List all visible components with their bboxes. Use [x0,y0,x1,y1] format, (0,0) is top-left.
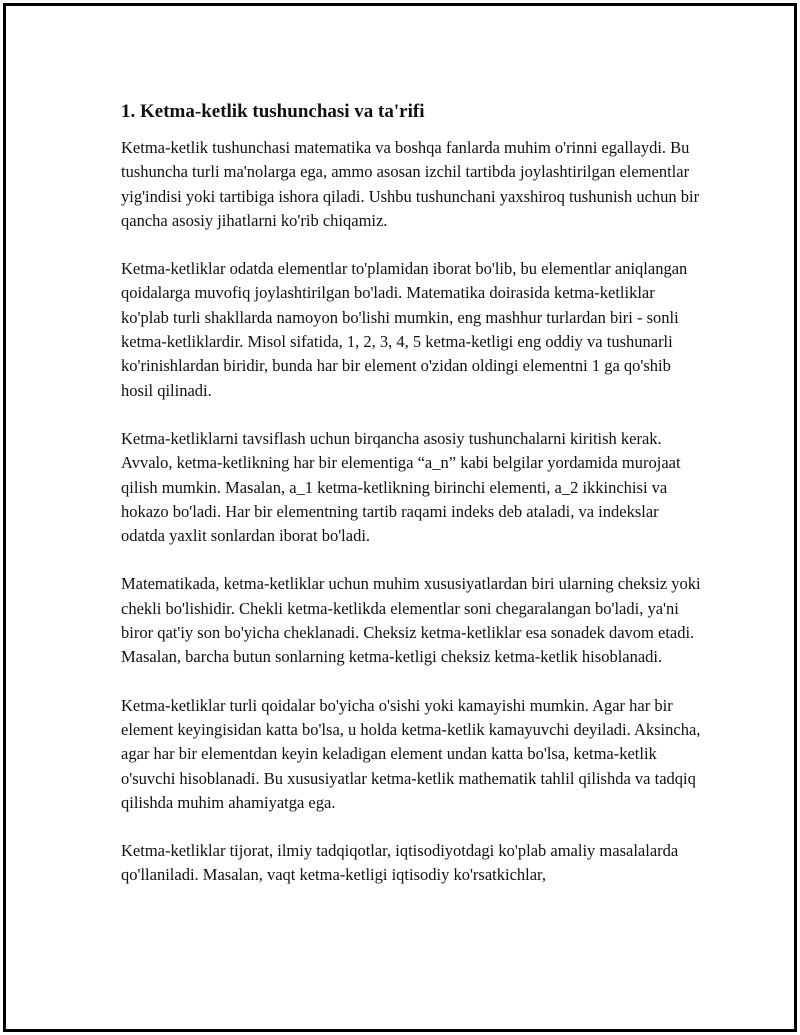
paragraph-4: Matematikada, ketma-ketliklar uchun muhim xususiyatlardan biri ularning cheksiz yoki chekli bo'lishidir. Chekli ketma-ketlikda elementlar soni chegaralangan bo'ladi, ya'ni biror qat'iy son bo'yicha cheklanadi. Cheksiz ketma-ketliklar esa sonadek davom etadi. Masalan, barcha butun sonlarning ketma-ketligi cheksiz ketma-ketlik hisoblanadi. [121,574,701,667]
document-body [121,98,701,912]
paragraph-1: Ketma-ketlik tushunchasi matematika va boshqa fanlarda muhim o'rinni egallaydi. Bu tushuncha turli ma'nolarga ega, ammo asosan izchil tartibda joylashtirilgan elementlar yig'indisi yoki tartibiga ishora qiladi. Ushbu tushunchani yaxshiroq tushunish uchun bir qancha asosiy jihatlarni ko'rib chiqamiz. [121,138,700,230]
page-frame [3,3,797,1032]
paragraph-3: Ketma-ketliklarni tavsiflash uchun birqancha asosiy tushunchalarni kiritish kerak. Avvalo, ketma-ketlikning har bir elementiga “a_n” kabi belgilar yordamida murojaat qilish mumkin. Masalan, a_1 ketma-ketlikning birinchi elementi, a_2 ikkinchisi va hokazo bo'ladi. Har bir elementning tartib raqami indeks deb ataladi, va indekslar odatda yaxlit sonlardan iborat bo'ladi. [121,428,681,546]
paragraph-2: Ketma-ketliklar odatda elementlar to'plamidan iborat bo'lib, bu elementlar aniqlangan qoidalarga muvofiq joylashtirilgan bo'ladi. Matematika doirasida ketma-ketliklar ko'plab turli shakllarda namoyon bo'lishi mumkin, eng mashhur turlardan biri - sonli ketma-ketliklardir. Misol sifatida, 1, 2, 3, 4, 5 ketma-ketligi eng oddiy va tushunarli ko'rinishlardan biridir, bunda har bir element o'zidan oldingi elementni 1 ga qo'shib hosil qilinadi. [121,259,688,400]
section-heading: 1. Ketma-ketlik tushunchasi va ta'rifi [121,101,425,122]
paragraph-5: Ketma-ketliklar turli qoidalar bo'yicha o'sishi yoki kamayishi mumkin. Agar har bir element keyingisidan katta bo'lsa, u holda ketma-ketlik kamayuvchi deyiladi. Aksincha, agar har bir elementdan keyin keladigan element undan katta bo'lsa, ketma-ketlik o'suvchi hisoblanadi. Bu xususiyatlar ketma-ketlik mathematik tahlil qilishda va tadqiq qilishda muhim ahamiyatga ega. [121,695,701,812]
paragraph-6: Ketma-ketliklar tijorat, ilmiy tadqiqotlar, iqtisodiyotdagi ko'plab amaliy masalalarda qo'llaniladi. Masalan, vaqt ketma-ketligi iqtisodiy ko'rsatkichlar, [121,841,679,885]
